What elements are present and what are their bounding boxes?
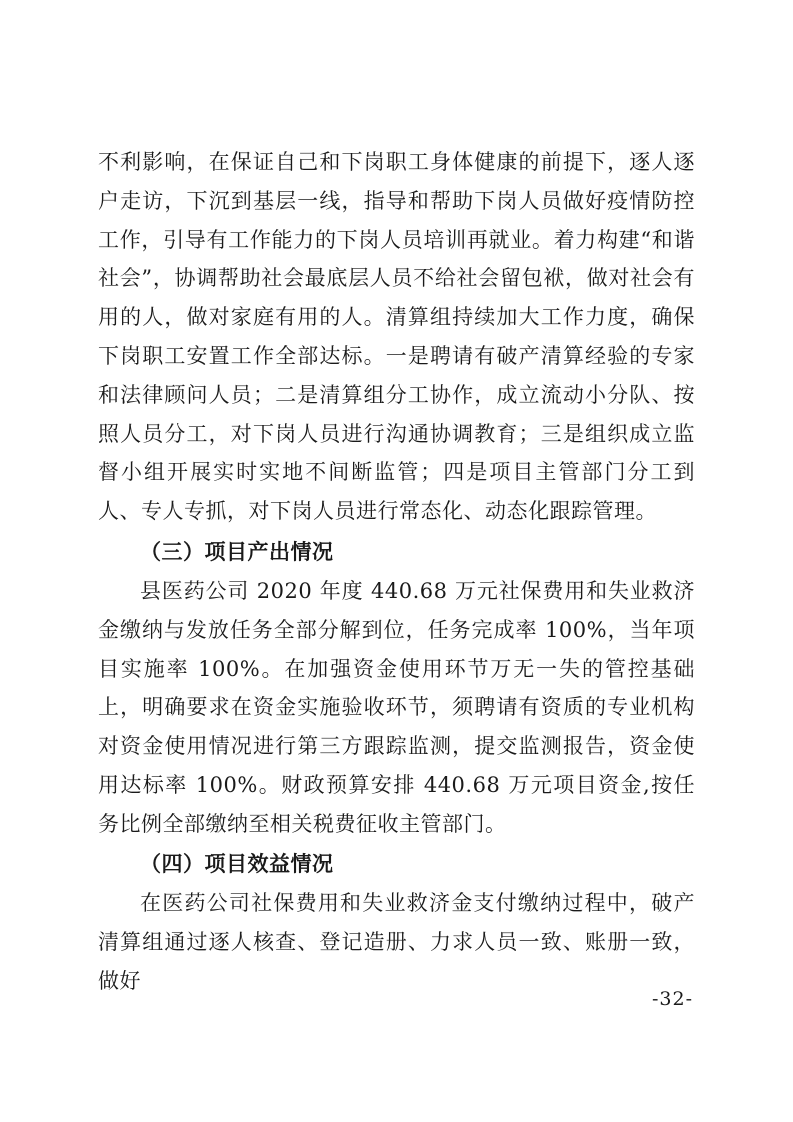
section-heading-3: （三）项目产出情况	[140, 540, 334, 564]
page-number: -32-	[651, 988, 693, 1010]
section-4-paragraph: 在医药公司社保费用和失业救济金支付缴纳过程中，破产清算组通过逐人核查、登记造册、力求人员一致、账册一致，做好	[98, 891, 695, 993]
section-heading-4: （四）项目效益情况	[140, 852, 334, 876]
continuation-paragraph: 不利影响，在保证自己和下岗职工身体健康的前提下，逐人逐户走访，下沉到基层一线，指导和帮助下岗人员做好疫情防控工作，引导有工作能力的下岗人员培训再就业。着力构建“和谐社会”，协调帮助社会最底层人员不给社会留包袱，做对社会有用的人，做对家庭有用的人。清算组持续加大工作力度，确保下岗职工安置工作全部达标。一是聘请有破产清算经验的专家和法律顾问人员；二是清算组分工协作，成立流动小分队、按照人员分工，对下岗人员进行沟通协调教育；三是组织成立监督小组开展实时实地不间断监管；四是项目主管部门分工到人、专人专抓，对下岗人员进行常态化、动态化跟踪管理。	[98, 150, 695, 524]
section-3-paragraph: 县医药公司 2020 年度 440.68 万元社保费用和失业救济金缴纳与发放任务全部分解到位，任务完成率 100%，当年项目实施率 100%。在加强资金使用环节万无一失的管控基础上，明确要求在资金实施验收环节，须聘请有资质的专业机构对资金使用情况进行第三方跟踪监测，提交监测报告，资金使用达标率 100%。财政预算安排 440.68 万元项目资金,按任务比例全部缴纳至相关税费征收主管部门。	[98, 579, 695, 836]
